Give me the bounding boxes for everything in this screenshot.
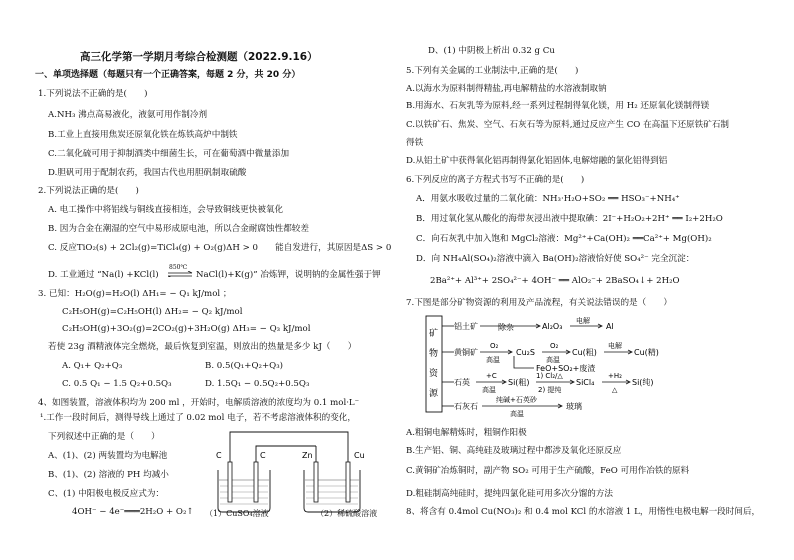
- q3-question: 若使 23g 酒精液体完全燃烧，最后恢复到室温，则放出的热量是多少 kJ（ ）: [48, 342, 357, 352]
- q3-option-c: C. 0.5 Q₁ − 1.5 Q₂+0.5Q₃: [62, 379, 172, 389]
- svg-text:玻璃: 玻璃: [566, 402, 582, 411]
- svg-text:矿: 矿: [429, 329, 439, 339]
- q3-option-a: A. Q₁+ Q₂+Q₃: [62, 361, 123, 371]
- svg-text:△: △: [612, 386, 618, 394]
- svg-text:+C: +C: [486, 372, 497, 380]
- electrode-label-c1: C: [216, 451, 222, 460]
- svg-text:Cu(粗): Cu(粗): [572, 348, 597, 357]
- svg-text:物: 物: [429, 349, 439, 359]
- svg-text:SiCl₄: SiCl₄: [576, 378, 595, 387]
- svg-text:Al: Al: [606, 322, 614, 331]
- svg-text:铝土矿: 铝土矿: [454, 322, 478, 331]
- electrode-label-zn: Zn: [302, 451, 313, 460]
- q6-stem: 6.下列反应的离子方程式书写不正确的是( ): [406, 175, 585, 185]
- q3-option-d: D. 1.5Q₁ − 0.5Q₂+0.5Q₃: [205, 379, 310, 389]
- svg-text:黄铜矿: 黄铜矿: [454, 348, 478, 357]
- q5-stem: 5.下列有关金属的工业制法中,正确的是( ): [406, 66, 579, 76]
- q3-stem: 3. 已知：H₂O(g)=H₂O(l) ΔH₁= − Q₁ kJ/mol ；: [38, 289, 232, 299]
- svg-text:石英: 石英: [454, 378, 470, 387]
- svg-text:电解: 电解: [576, 317, 590, 325]
- q2-option-a: A. 电工操作中将铝线与铜线直接相连，会导致铜线更快被氧化: [48, 205, 284, 215]
- svg-text:高温: 高温: [510, 410, 524, 418]
- q7-stem: 7.下图是部分矿物资源的利用及产品流程，有关说法错误的是（ ）: [406, 298, 673, 308]
- q2-option-d-part2: NaCl(l)+K(g)” 冶炼钾，说明钠的金属性强于钾: [196, 270, 381, 280]
- q6-option-d: D．向 NH₄Al(SO₄)₂溶液中滴入 Ba(OH)₂溶液恰好使 SO₄²⁻ 完全沉淀：: [416, 254, 695, 264]
- figure-label-2: （2）稀硫酸溶液: [316, 509, 378, 518]
- q6-option-d-equation: 2Ba²⁺+ Al³⁺+ 2SO₄²⁻+ 4OH⁻ ══ AlO₂⁻+ 2BaSO₄↓+ 2H₂O: [430, 276, 680, 286]
- mineral-flowchart: [424, 314, 704, 418]
- svg-text:除杂: 除杂: [498, 323, 514, 332]
- q7-option-d: D.粗硅制高纯硅时，提纯四氯化硅可用多次分馏的方法: [406, 489, 613, 499]
- q2-option-b: B. 因为合金在潮湿的空气中易形成原电池，所以合金耐腐蚀性都较差: [48, 224, 309, 234]
- svg-text:源: 源: [429, 389, 439, 399]
- q7-option-c: C.黄铜矿冶炼铜时，副产物 SO₂ 可用于生产硫酸，FeO 可用作冶铁的原料: [406, 466, 690, 476]
- q4-option-c: C、(1) 中阳极电极反应式为：: [48, 489, 165, 499]
- svg-text:FeO+SO₂+废渣: FeO+SO₂+废渣: [536, 364, 596, 373]
- svg-text:Si(粗): Si(粗): [508, 378, 530, 387]
- svg-text:Si(纯): Si(纯): [632, 378, 654, 387]
- q3-equation-3: C₂H₅OH(g)+3O₂(g)=2CO₂(g)+3H₂O(g) ΔH₃= − Q₃ kJ/mol: [62, 324, 311, 334]
- q8-stem: 8、将含有 0.4mol Cu(NO₃)₂ 和 0.4 mol KCl 的水溶液 1 L，用惰性电极电解一段时间后，: [406, 507, 761, 517]
- svg-text:资: 资: [429, 369, 439, 379]
- q1-option-a: A.NH₃ 沸点高易液化，液氨可用作制冷剂: [48, 110, 208, 120]
- svg-text:Al₂O₃: Al₂O₃: [542, 322, 563, 331]
- q5-option-d: D.从铝土矿中获得氧化铝再制得氯化铝固体,电解熔融的氯化铝得到铝: [406, 156, 668, 166]
- electrode-label-c2: C: [260, 451, 266, 460]
- svg-text:纯碱+石英砂: 纯碱+石英砂: [496, 396, 537, 404]
- q5-option-b: B.用海水、石灰乳等为原料,经一系列过程制得氧化镁，用 H₂ 还原氧化镁制得镁: [406, 101, 710, 111]
- svg-text:+H₂: +H₂: [608, 372, 622, 380]
- q6-option-c: C．向石灰乳中加入饱和 MgCl₂溶液：Mg²⁺+Ca(OH)₂ ══Ca²⁺+ Mg(OH)₂: [416, 234, 712, 244]
- q6-option-a: A．用氨水吸收过量的二氧化硫：NH₃·H₂O+SO₂ ══ HSO₃⁻+NH₄⁺: [416, 194, 680, 204]
- page-title: 高三化学第一学期月考综合检测题（2022.9.16）: [80, 51, 318, 63]
- svg-text:Cu₂S: Cu₂S: [516, 348, 535, 357]
- svg-text:O₂: O₂: [550, 342, 559, 350]
- q4-option-b: B、(1)、(2) 溶液的 PH 均减小: [48, 470, 169, 480]
- q1-stem: 1.下列说法不正确的是( ): [38, 89, 148, 99]
- q4-stem-line1: 4、如图装置，溶液体积均为 200 ml ，开始时，电解质溶液的浓度均为 0.1 mol·L⁻: [38, 398, 360, 408]
- q5-option-c-line1: C.以铁矿石、焦炭、空气、石灰石等为原料,通过反应产生 CO 在高温下还原铁矿石制: [406, 120, 730, 130]
- q1-option-d: D.胆矾可用于配制农药，我国古代也用胆矾制取硫酸: [48, 168, 247, 178]
- q5-option-c-line2: 得铁: [406, 138, 424, 148]
- section-heading: 一、单项选择题（每题只有一个正确答案，每题 2 分，共 20 分）: [35, 70, 301, 80]
- q2-option-c: C. 反应TiO₂(s) + 2Cl₂(g)=TiCl₄(g) + O₂(g)ΔH > 0 能自发进行，其原因是ΔS > 0: [48, 243, 392, 253]
- svg-text:1) Cl₂/△: 1) Cl₂/△: [536, 372, 563, 380]
- q5-option-a: A.以海水为原料制得精盐,再电解精盐的水溶液制取钠: [406, 84, 607, 94]
- svg-text:高温: 高温: [546, 356, 560, 364]
- svg-text:2) 提纯: 2) 提纯: [538, 386, 562, 394]
- q1-option-c: C.二氧化硫可用于抑制酒类中细菌生长，可在葡萄酒中微量添加: [48, 149, 290, 159]
- q4-stem-line3: 下列叙述中正确的是（ ）: [48, 432, 160, 442]
- q3-equation-2: C₂H₅OH(g)=C₂H₅OH(l) ΔH₂= − Q₂ kJ/mol: [62, 307, 243, 317]
- q2-option-d-condition: 850℃: [169, 264, 188, 271]
- q7-option-a: A.粗铜电解精炼时，粗铜作阳极: [406, 428, 527, 438]
- q4-option-d: D、(1) 中阴极上析出 0.32 g Cu: [428, 46, 555, 56]
- q2-stem: 2.下列说法正确的是( ): [38, 186, 139, 196]
- svg-text:高温: 高温: [486, 356, 500, 364]
- svg-text:高温: 高温: [482, 386, 496, 394]
- q7-option-b: B.生产铝、铜、高纯硅及玻璃过程中都涉及氧化还原反应: [406, 446, 622, 456]
- svg-text:电解: 电解: [608, 342, 622, 350]
- q1-option-b: B.工业上直接用焦炭还原氧化铁在炼铁高炉中制铁: [48, 130, 238, 140]
- figure-label-1: （1）CuSO₄溶液: [205, 509, 269, 518]
- q2-equilibrium-arrow: [168, 271, 194, 277]
- q4-option-a: A、(1)、(2) 两装置均为电解池: [48, 451, 168, 461]
- q4-option-c-equation: 4OH⁻ − 4e⁻═══2H₂O + O₂↑: [72, 507, 194, 517]
- svg-text:Cu(精): Cu(精): [634, 348, 659, 357]
- q3-option-b: B. 0.5(Q₁+Q₂+Q₃): [205, 361, 284, 371]
- q2-option-d-part1: D. 工业通过 “Na(l) +KCl(l): [48, 270, 159, 280]
- electrode-label-cu: Cu: [354, 451, 365, 460]
- svg-text:石灰石: 石灰石: [454, 402, 478, 411]
- q6-option-b: B．用过氧化氢从酸化的海带灰浸出液中提取碘：2I⁻+H₂O₂+2H⁺ ══ I₂+2H₂O: [416, 214, 723, 224]
- q4-stem-line2: ¹.工作一段时间后，测得导线上通过了 0.02 mol 电子，若不考虑溶液体积的变化，: [40, 413, 356, 423]
- svg-text:O₂: O₂: [490, 342, 499, 350]
